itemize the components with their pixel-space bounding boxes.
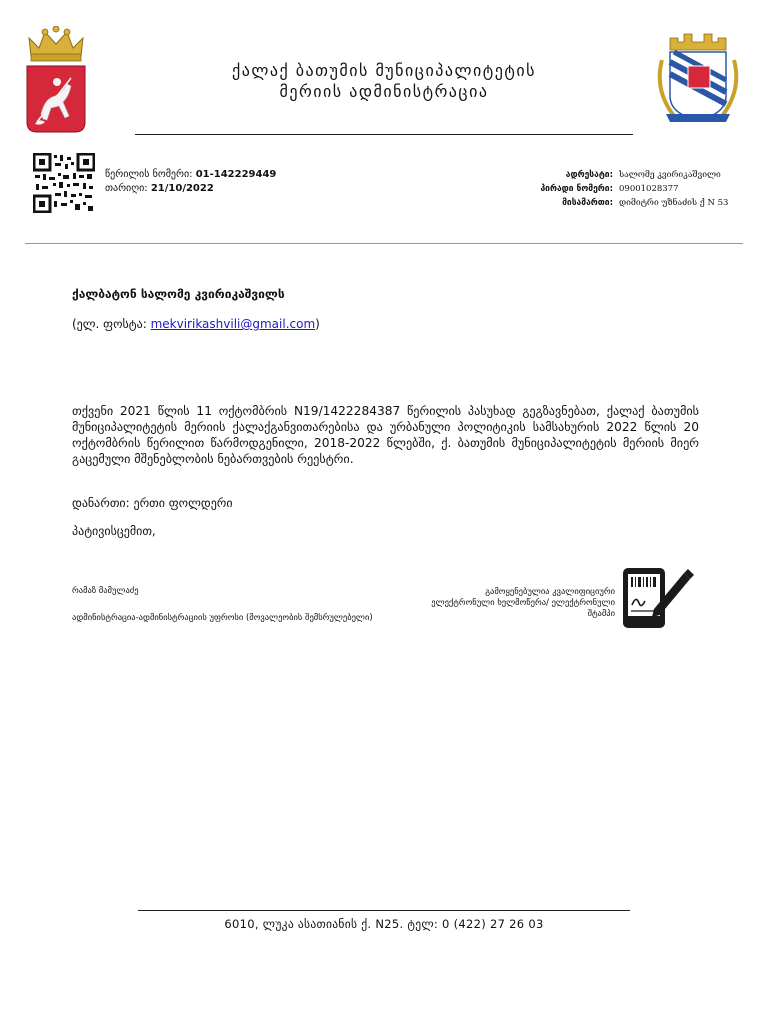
date-value: 21/10/2022 <box>150 183 214 194</box>
address-label: მისამართი: <box>562 198 613 208</box>
address-value: დიმიტრი უზნაძის ქ N 53 <box>619 198 729 208</box>
addressee-label: ადრესატი: <box>565 170 613 180</box>
footer-address: 6010, ლუკა ასათიანის ქ. N25. ტელ: 0 (422) 27 26 03 <box>224 917 544 931</box>
letter-number: 01-142229449 <box>195 169 277 180</box>
attachment-note: დანართი: ერთი ფოლდერი <box>72 496 233 510</box>
personal-number-value: 09001028377 <box>619 184 679 194</box>
georgia-coat-of-arms-icon <box>23 26 89 140</box>
letter-number-label: წერილის ნომერი: <box>105 169 193 180</box>
signer-position: ადმინისტრაცია-ადმინისტრაციის უფროსი (მოვალეობის შემსრულებელი) <box>72 613 373 623</box>
batumi-coat-of-arms-icon <box>652 30 744 130</box>
addressee-value: სალომე კვირიკაშვილი <box>619 170 721 180</box>
qr-code-icon <box>33 153 95 217</box>
closing: პატივისცემით, <box>72 524 156 538</box>
email-line <box>72 317 320 331</box>
letter-meta <box>105 168 276 196</box>
electronic-signature-icon <box>618 565 694 635</box>
date-label: თარიღი: <box>105 183 148 194</box>
email-link[interactable]: mekvirikashvili@gmail.com <box>150 317 316 331</box>
title-line-1: ქალაქ ბათუმის მუნიციპალიტეტის <box>232 61 536 80</box>
date-row <box>105 182 276 196</box>
header-divider <box>135 134 633 135</box>
email-suffix: ) <box>315 317 320 331</box>
email-prefix: (ელ. ფოსტა: <box>72 317 151 331</box>
meta-divider <box>25 243 743 244</box>
letter-number-row <box>105 168 276 182</box>
personal-number-label: პირადი ნომერი: <box>540 184 613 194</box>
title-line-2: მერიის ადმინისტრაცია <box>279 82 489 101</box>
letter-body: თქვენი 2021 წლის 11 ოქტომბრის N19/1422284387 წერილის პასუხად გეგზავნებათ, ქალაქ ბათუმის მუნიციპალიტეტის მერიის ქალაქგანვითარებისა და ურბანული პოლიტიკის სამსახურის 2022 წლის 20 ოქტომბრის წერილით წარმოდგენილი, 2018-2022 წლებში, ქ. ბათუმის მუნიციპალიტეტის მერიის მიერ გაცემული მშენებლობის ნებართვების რეესტრი. <box>72 404 699 466</box>
salutation: ქალბატონ სალომე კვირიკაშვილს <box>72 287 285 301</box>
footer-divider <box>138 910 630 911</box>
recipient-meta <box>470 168 744 210</box>
signer-name: რამაზ მამულაძე <box>72 586 139 596</box>
esign-note: გამოყენებულია კვალიფიციური ელექტრონული ხელმოწერა/ ელექტრონული შტამპი <box>431 587 615 619</box>
page-title <box>150 60 618 102</box>
